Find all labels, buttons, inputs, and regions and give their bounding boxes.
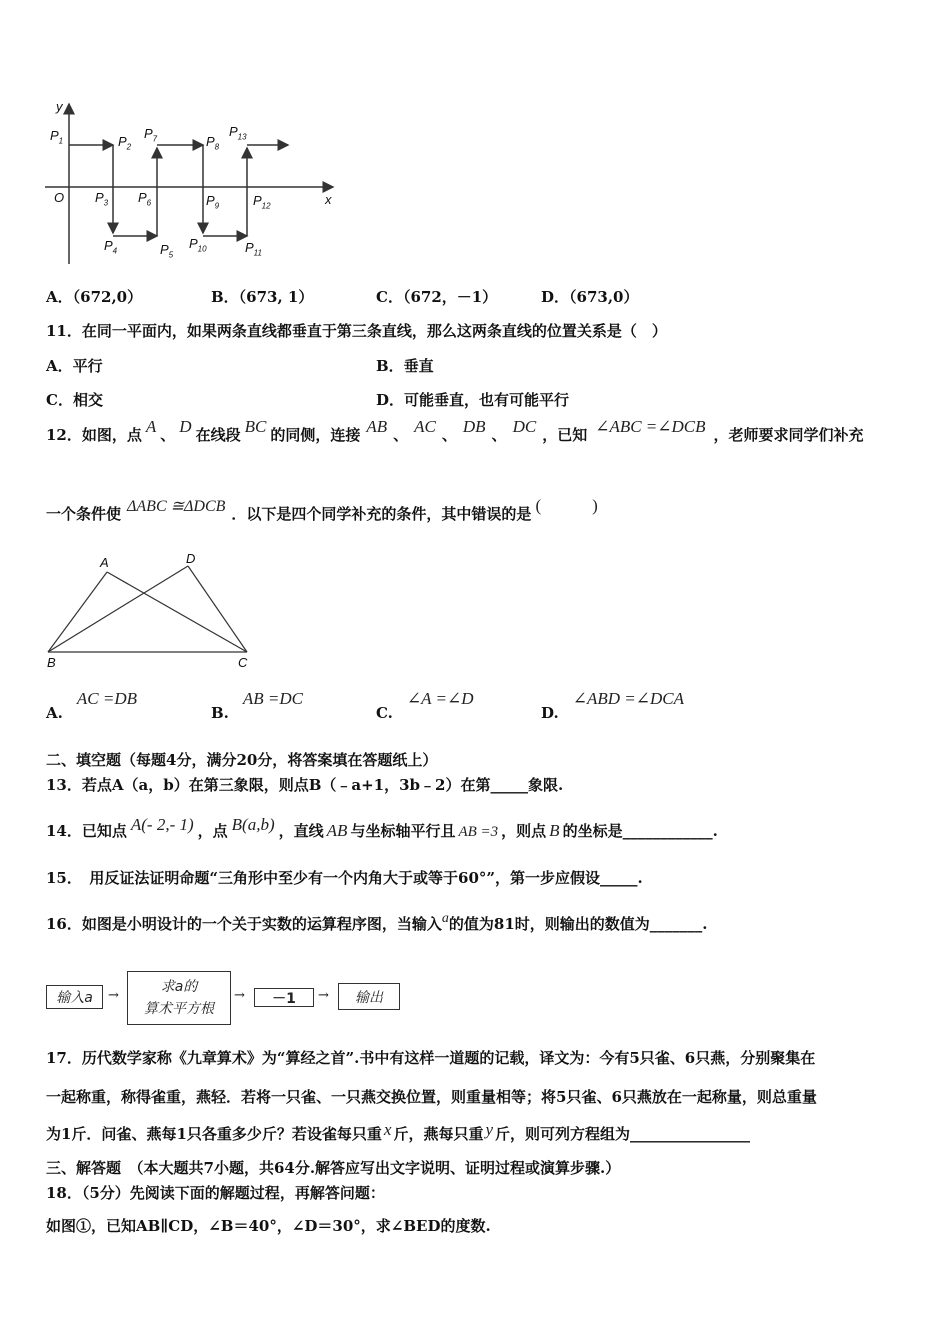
q10-option-a: A．（672,0） <box>46 288 143 306</box>
point-label-p3: $P_3$ <box>95 190 109 208</box>
q17-line3: 为1斤．问雀、燕每1只各重多少斤？若设雀每只重 x 斤，燕每只重 y 斤，则可列方程组为________________ <box>46 1120 751 1143</box>
flow-arrow-2: → <box>234 988 245 1003</box>
q11-option-d: D．可能垂直，也有可能平行 <box>376 391 570 409</box>
point-label-p13: $P_{13}$ <box>229 124 247 142</box>
q17-line1: 17．历代数学家称《九章算术》为“算经之首”.书中有这样一道题的记载，译文为：今有5只雀、6只燕，分别聚集在 <box>46 1049 816 1067</box>
flow-arrow-1: → <box>108 988 119 1003</box>
q12-option-d: D.∠ABD =∠DCA <box>541 689 684 722</box>
flow-sqrt-box <box>127 971 231 1025</box>
point-label-p8: $P_8$ <box>206 134 220 152</box>
y-axis-label: y <box>56 99 63 114</box>
point-label-p11: $P_{11}$ <box>245 240 262 258</box>
q10-option-c: C．（672，－1） <box>376 288 498 306</box>
point-label-p12: $P_{12}$ <box>253 193 271 211</box>
point-label-p1: $P_1$ <box>50 128 64 146</box>
q18-problem: 如图①，已知AB∥CD，∠B＝40°，∠D＝30°，求∠BED的度数. <box>46 1217 491 1235</box>
flow-arrow-3: → <box>318 988 329 1003</box>
q18-intro: 18．（5分）先阅读下面的解题过程，再解答问题： <box>46 1184 385 1202</box>
flow-sqrt-line1: 求a的 <box>160 979 198 995</box>
q15-text: 15． 用反证法证明命题“三角形中至少有一个内角大于或等于60°”，第一步应假设_____. <box>46 869 643 887</box>
q16-text: 16．如图是小明设计的一个关于实数的运算程序图，当输入a的值为81时，则输出的数值为_______. <box>46 911 708 933</box>
flow-input-box: 输入a <box>46 985 103 1009</box>
fig-label-b: B <box>47 655 56 670</box>
q11-option-c: C．相交 <box>46 391 103 409</box>
point-label-p4: $P_4$ <box>104 238 118 256</box>
q12-option-b: B.AB =DC <box>211 689 304 722</box>
origin-label: O <box>54 190 65 205</box>
point-label-p5: $P_5$ <box>160 242 174 260</box>
q11-option-a: A．平行 <box>46 357 103 375</box>
q11-option-b: B．垂直 <box>376 357 434 375</box>
q10-option-d: D．（673,0） <box>541 288 639 306</box>
point-label-p6: $P_6$ <box>138 190 152 208</box>
q12-option-c: C.∠A =∠D <box>376 689 474 722</box>
q14-text: 14．已知点 A(- 2,- 1) ，点 B(a,b) ，直线 AB 与坐标轴平行且 AB =3 ，则点 B 的坐标是____________. <box>46 815 718 840</box>
section-2-heading: 二、填空题（每题4分，满分20分，将答案填在答题纸上） <box>46 751 438 769</box>
q12-option-a: A.AC =DB <box>46 689 137 722</box>
point-label-p10: $P_{10}$ <box>189 236 207 254</box>
x-axis-label: x <box>325 192 332 207</box>
fig-label-d: D <box>186 551 196 566</box>
section-3-heading: 三、解答题 （本大题共7小题，共64分.解答应写出文字说明、证明过程或演算步骤.） <box>46 1159 621 1177</box>
fig-label-c: C <box>238 655 248 670</box>
point-label-p7: $P_7$ <box>144 126 158 144</box>
fig-label-a: A <box>100 555 109 570</box>
flow-sqrt-line2: 算术平方根 <box>144 1001 214 1017</box>
flow-output-box: 输出 <box>338 983 400 1010</box>
point-label-p9: $P_9$ <box>206 193 220 211</box>
q17-line2: 一起称重，称得雀重，燕轻．若将一只雀、一只燕交换位置，则重量相等；将5只雀、6只燕放在一起称量，则总重量 <box>46 1088 817 1106</box>
q12-stem-line1: 12．如图，点 A 、 D 在线段 BC 的同侧，连接 AB 、 AC 、 DB 、 DC ，已知 ∠ABC =∠DCB ，老师要求同学们补充 <box>46 417 864 444</box>
q11-stem: 11．在同一平面内，如果两条直线都垂直于第三条直线，那么这两条直线的位置关系是（ ） <box>46 322 667 340</box>
flow-minus-box: －1 <box>254 988 314 1007</box>
q13-text: 13．若点A（a，b）在第三象限，则点B（﹣a+1，3b﹣2）在第_____象限. <box>46 776 564 794</box>
q10-option-b: B．（673, 1） <box>211 288 314 306</box>
point-label-p2: $P_2$ <box>118 134 132 152</box>
q12-stem-line2: 一个条件使 ΔABC ≅ΔDCB ．以下是四个同学补充的条件，其中错误的是 ( ) <box>46 496 598 523</box>
